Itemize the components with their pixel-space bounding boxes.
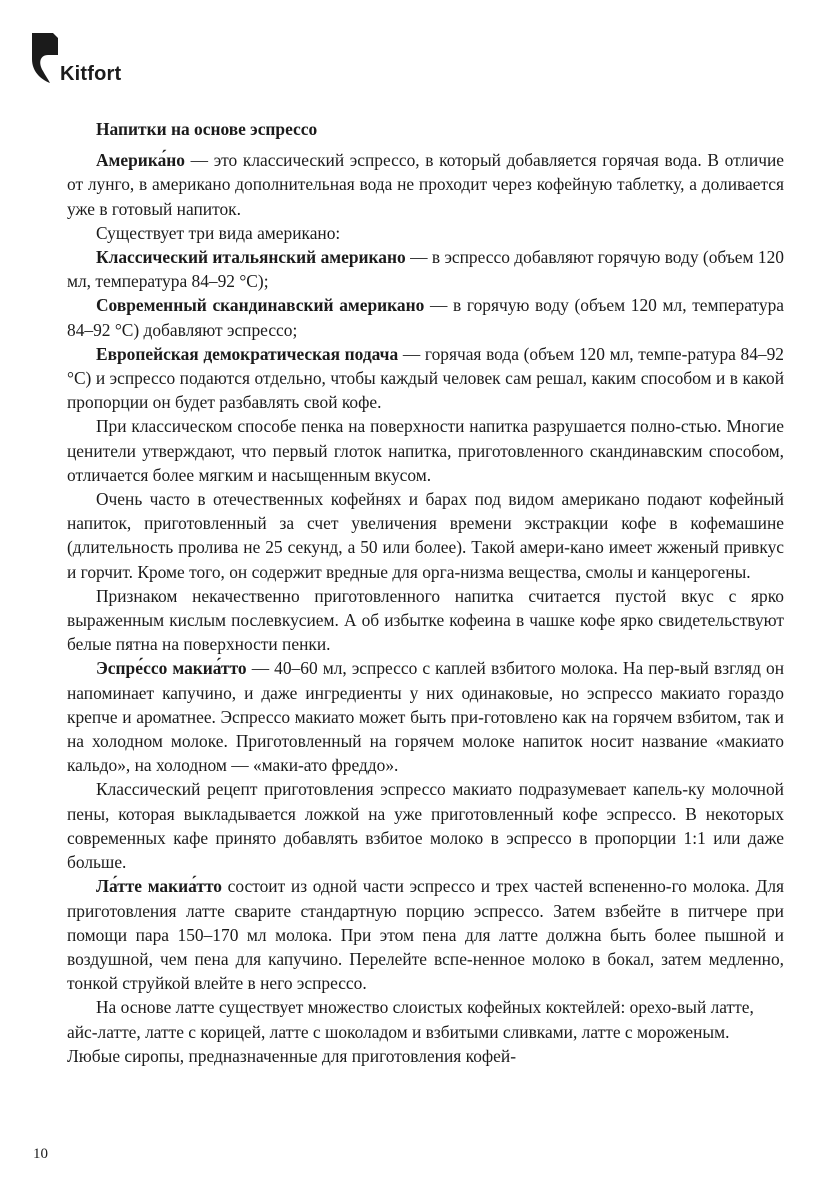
paragraph-types-intro	[67, 221, 784, 245]
paragraph-macchiato	[67, 656, 784, 777]
paragraph-classic-italian	[67, 245, 784, 293]
paragraph-latte-cocktails	[67, 995, 784, 1068]
paragraph-americano	[67, 148, 784, 221]
term-americano: Америка́но	[96, 150, 185, 171]
paragraph-extraction	[67, 487, 784, 584]
term-european: Европейская демократическая подача	[96, 343, 399, 364]
paragraph-text: Признаком некачественно приготовленного напитка считается пустой вкус с ярко выраженным кислым послевкусием. А об избытке кофеина в чашке кофе ярко свидетельствуют белые пятна на поверхности пенки.	[67, 585, 784, 655]
article-body	[67, 117, 784, 1068]
kitfort-bookmark-icon	[32, 33, 58, 83]
paragraph-text: состоит из одной части эспрессо и трех частей вспененно-го молока. Для приготовления латте сварите стандартную порцию эспрессо. Затем взбейте в питчере при помощи пара 150–170 мл молока. При этом пена для латте должна быть более пышной и воздушной, чем пена для капучино. Перелейте вспе-ненное молоко в бокал, затем медленно, тонкой струйкой влейте в него эспрессо.	[67, 876, 784, 994]
paragraph-text: — в эспрессо добавляют горячую воду (объем 120 мл, температура 84–92 °С);	[67, 247, 784, 292]
paragraph-quality	[67, 584, 784, 657]
paragraph-european	[67, 342, 784, 415]
paragraph-text: — в горячую воду (объем 120 мл, температура 84–92 °С) добавляют эспрессо;	[67, 295, 784, 340]
paragraph-modern-scandinavian	[67, 293, 784, 341]
paragraph-text: Существует три вида американо:	[96, 222, 341, 243]
page-number: 10	[33, 1146, 48, 1162]
brand-name: Kitfort	[60, 63, 122, 85]
paragraph-text: Очень часто в отечественных кофейнях и барах под видом американо подают кофейный напиток, приготовленный за счет увеличения времени экстракции кофе в кофемашине (длительность пролива не 25 секунд, а 50 или более). Такой амери-кано имеет жженый привкус и горчит. Кроме того, он содержит вредные для орга-низма вещества, смолы и канцерогены.	[67, 489, 784, 582]
term-classic-italian: Классический итальянский американо	[96, 247, 406, 268]
section-title: Напитки на основе эспрессо	[96, 119, 318, 139]
term-macchiato: Эспре́ссо макиа́тто	[96, 658, 247, 679]
paragraph-text: — 40–60 мл, эспрессо с каплей взбитого молока. На пер-вый взгляд он напоминает капучино, и даже ингредиенты у них одинаковые, но эспрессо макиато гораздо крепче и ароматнее. Эспрессо макиато может быть при-готовлено как на горячем взбитом, так и на холодном молоке. Приготовленный на горячем молоке напиток носит название «макиато кальдо», на холодном — «маки-ато фреддо».	[67, 658, 784, 776]
paragraph-text: При классическом способе пенка на поверхности напитка разрушается полно-стью. Многие ценители утверждают, что первый глоток напитка, приготовленного скандинавским способом, отличается более мягким и насыщенным вкусом.	[67, 416, 784, 485]
paragraph-text: — горячая вода (объем 120 мл, темпе-ратура 84–92 °С) и эспрессо подаются отдельно, чтобы каждый человек сам решал, каким способом и в какой пропорции он будет разбавлять свой кофе.	[67, 343, 784, 413]
paragraph-text: На основе латте существует множество слоистых кофейных коктейлей: орехо-вый латте, айс-латте, латте с корицей, латте с шоколадом и взбитыми сливками, латте с мороженым. Любые сиропы, предназначенные для приготовления кофей-	[67, 997, 754, 1066]
term-latte: Ла́тте макиа́тто	[96, 876, 222, 897]
paragraph-crema	[67, 414, 784, 487]
paragraph-text: — это классический эспрессо, в который добавляется горячая вода. В отличие от лунго, в американо дополнительная вода не проходит через кофейную таблетку, а доливается уже в готовый напиток.	[67, 150, 784, 219]
paragraph-latte	[67, 874, 784, 995]
paragraph-macchiato-recipe	[67, 777, 784, 874]
term-modern-scandinavian: Современный скандинавский американо	[96, 295, 425, 316]
kitfort-logo	[32, 33, 152, 93]
paragraph-text: Классический рецепт приготовления эспрессо макиато подразумевает капель-ку молочной пены, которая выкладывается ложкой на уже приготовленный кофе эспрессо. В некоторых современных кафе принято добавлять взбитое молоко в эспрессо в пропорции 1:1 или даже больше.	[67, 779, 784, 873]
